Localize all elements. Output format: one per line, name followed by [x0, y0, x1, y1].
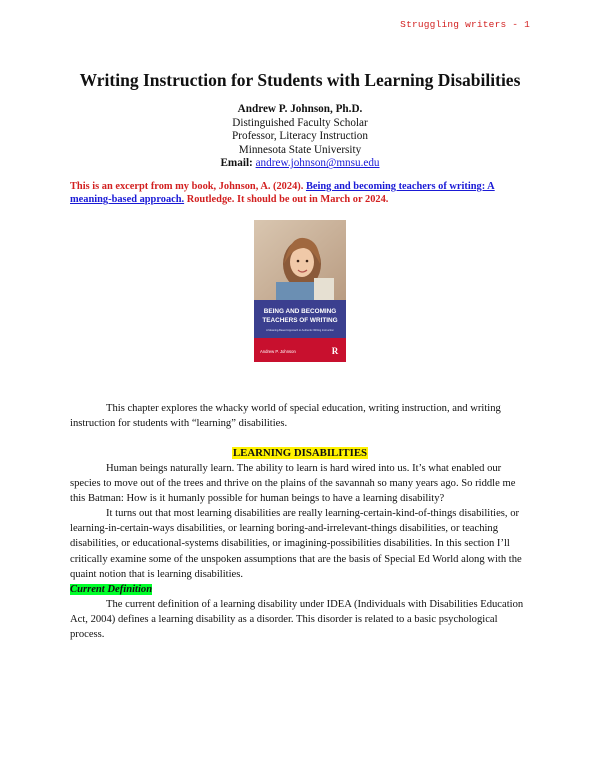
document-title: Writing Instruction for Students with Learning Disabilities	[79, 70, 521, 90]
cover-author: Andrew P. Johnson	[260, 349, 296, 354]
running-head: Struggling writers - 1	[400, 19, 530, 30]
sub-heading	[70, 582, 532, 597]
cover-title-line1: BEING AND BECOMING	[263, 308, 337, 315]
definition-paragraph: The current definition of a learning disability under IDEA (Individuals with Disabilities Education Act, 2004) defines a learning disability as a disorder. This disorder is related to a basic psychological process.	[70, 598, 524, 641]
email-line	[0, 157, 600, 171]
cover-subtitle: A Meaning-Based Approach to Authentic Writing Instruction	[266, 329, 334, 332]
author-title-line: Distinguished Faculty Scholar	[232, 116, 368, 129]
author-block	[0, 103, 600, 171]
cover-title-line2: TEACHERS OF WRITING	[262, 317, 338, 324]
author-title-line: Professor, Literacy Instruction	[232, 130, 368, 143]
excerpt-tail: Routledge. It should be out in March or 2024.	[186, 194, 389, 206]
author-affiliation: Minnesota State University	[238, 143, 362, 156]
section-body	[70, 461, 532, 642]
intro-paragraph: This chapter explores the whacky world of special education, writing instruction, and writing instruction for students with “learning” disabilities.	[70, 403, 501, 430]
book-link[interactable]: Being and becoming teachers of writing: A meaning-based approach.	[70, 181, 495, 206]
email-label: Email:	[220, 157, 253, 170]
author-name: Andrew P. Johnson, Ph.D.	[237, 103, 363, 115]
section-heading-text: LEARNING DISABILITIES	[232, 447, 368, 459]
excerpt-lead: This is an excerpt from my book, Johnson, A. (2024).	[70, 181, 304, 192]
section-heading	[0, 447, 600, 459]
sub-heading-text: Current Definition	[70, 583, 153, 595]
publisher-logo-icon: R	[331, 346, 339, 356]
excerpt-notice	[70, 180, 530, 206]
body-paragraph: Human beings naturally learn. The ability to learn is hard wired into us. It’s what enabled our species to move out of the trees and thrive on the plains of the savannah so many years ago. So riddle me this Batman: How is it humanly possible for human beings to have a learning disability?	[70, 463, 516, 505]
book-cover-image	[254, 220, 346, 362]
body-paragraph: It turns out that most learning disabilities are really learning-certain-kind-of-things disabilities, or learning-in-certain-ways disabilities, or learning boring-and-irrelevant-things disabilities, or teaching disabilities, or educational-systems disabilities, or imagining-possibilities disabilities. In this section I’ll critically examine some of the unspoken assumptions that are the basis of Special Ed World along with the quaint notion that is learning disabilities.	[70, 508, 522, 580]
email-link[interactable]: andrew.johnson@mnsu.edu	[255, 157, 380, 170]
